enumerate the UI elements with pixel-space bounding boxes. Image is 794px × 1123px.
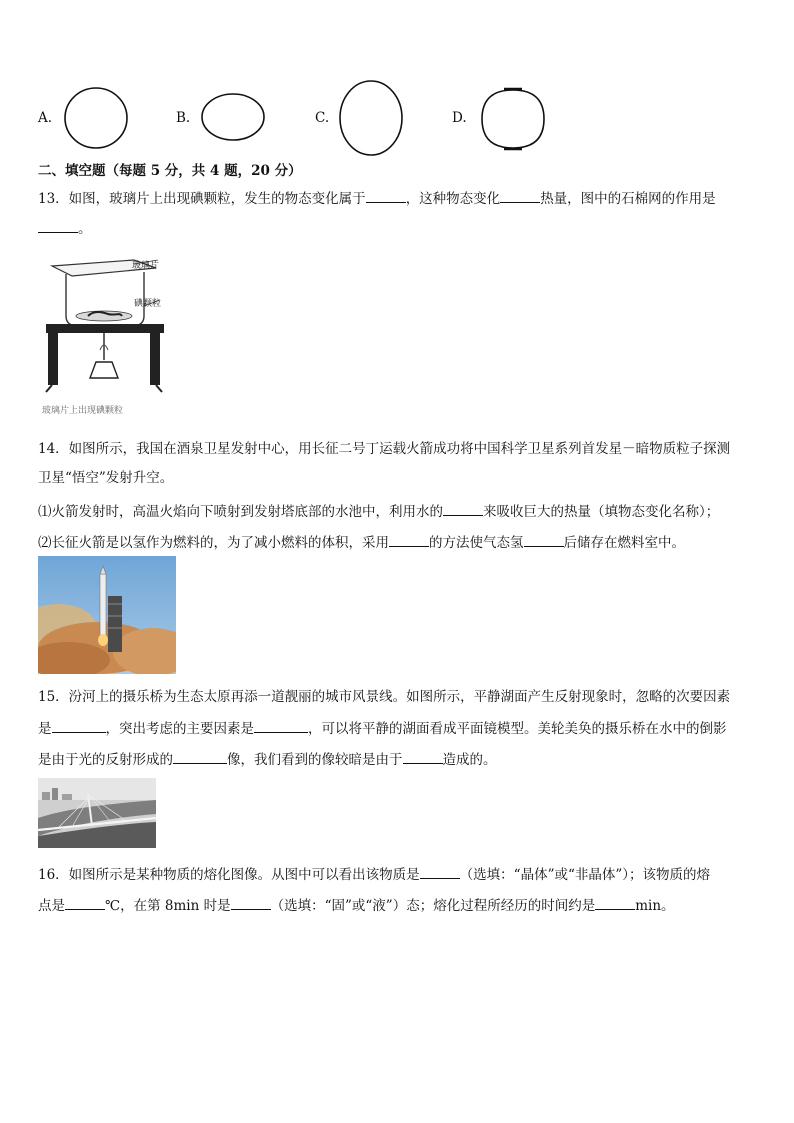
q16-blank-3[interactable]: [231, 895, 271, 910]
q14-line-2: 卫星“悟空”发射升空。: [38, 470, 174, 486]
q16-line-2: [38, 895, 675, 915]
q13-blank-3[interactable]: [38, 218, 78, 233]
q14-line-3: [38, 501, 719, 521]
q14-line-4: [38, 532, 685, 552]
option-a-shape: [60, 86, 132, 152]
option-b-shape: [198, 92, 270, 144]
q15-text-2a: 是: [38, 721, 52, 737]
q14-blank-3[interactable]: [524, 532, 564, 547]
q14-text-4a: ⑵长征火箭是以氢作为燃料的，为了减小燃料的体积，采用: [38, 535, 389, 551]
option-c-shape: [336, 80, 408, 160]
q14-line-1: 14．如图所示，我国在酒泉卫星发射中心，用长征二号丁运载火箭成功将中国科学卫星系列首发星－暗物质粒子探测: [38, 441, 731, 457]
q13-text-b: ，这种物态变化: [405, 191, 501, 207]
q15-text-3b: 像，我们看到的像较暗是由于: [227, 752, 403, 768]
q16-text-2c: （选填：“固”或“液”）态；熔化过程所经历的时间约是: [270, 898, 596, 914]
q16-text-2b: ℃，在第 8min 时是: [105, 898, 231, 914]
q15-line-3: [38, 749, 497, 769]
option-a-label: A.: [38, 110, 53, 126]
q16-text-1a: 16．如图所示是某种物质的熔化图像。从图中可以看出该物质是: [38, 867, 420, 883]
q16-line-1: [38, 864, 710, 884]
q16-text-1b: （选填：“晶体”或“非晶体”）；该物质的熔: [459, 867, 711, 883]
q14-blank-1[interactable]: [443, 501, 483, 516]
q15-line-1: 15．汾河上的摄乐桥为生态太原再添一道靓丽的城市风景线。如图所示，平静湖面产生反射现象时，忽略的次要因素: [38, 689, 731, 705]
q13-text-c: 热量，图中的石棉网的作用是: [540, 191, 716, 207]
q16-blank-2[interactable]: [65, 895, 105, 910]
q13-blank-2[interactable]: [500, 188, 540, 203]
q16-blank-1[interactable]: [420, 864, 460, 879]
label-iodine-particles: 碘颗粒: [134, 299, 162, 309]
q15-blank-4[interactable]: [403, 749, 443, 764]
option-d-label: D.: [452, 110, 467, 126]
section-title: 二、填空题（每题 5 分，共 4 题，20 分）: [38, 163, 302, 179]
q15-text-3c: 造成的。: [442, 752, 497, 768]
q16-text-2a: 点是: [38, 898, 65, 914]
option-d-shape: [476, 84, 550, 154]
q14-text-4b: 的方法使气态氢: [429, 535, 524, 551]
q13-line-1: [38, 188, 716, 208]
q15-blank-1[interactable]: [52, 718, 106, 733]
option-b-label: B.: [176, 110, 191, 126]
label-glass-plate: 玻璃片: [132, 261, 160, 271]
iodine-apparatus-figure: [38, 250, 178, 395]
q13-text-a: 13．如图，玻璃片上出现碘颗粒，发生的物态变化属于: [38, 191, 366, 207]
q15-text-3a: 是由于光的反射形成的: [38, 752, 173, 768]
q13-blank-1[interactable]: [366, 188, 406, 203]
q15-line-2: [38, 718, 727, 738]
option-c-label: C.: [315, 110, 330, 126]
q14-text-3b: 来吸收巨大的热量（填物态变化名称）；: [483, 504, 720, 520]
q15-text-2c: ，可以将平静的湖面看成平面镜模型。美轮美奂的摄乐桥在水中的倒影: [308, 721, 727, 737]
q16-blank-4[interactable]: [595, 895, 635, 910]
q16-text-2d: min。: [635, 898, 675, 914]
q14-text-4c: 后储存在燃料室中。: [563, 535, 685, 551]
q13-figure-caption: 玻璃片上出现碘颗粒: [42, 406, 124, 416]
bridge-photo: [38, 778, 156, 848]
rocket-launch-photo: [38, 556, 176, 674]
q15-blank-3[interactable]: [173, 749, 227, 764]
q14-blank-2[interactable]: [389, 532, 429, 547]
q15-blank-2[interactable]: [254, 718, 308, 733]
q13-line-2: [38, 218, 92, 238]
q15-text-2b: ，突出考虑的主要因素是: [105, 721, 254, 737]
q14-text-3a: ⑴火箭发射时，高温火焰向下喷射到发射塔底部的水池中，利用水的: [38, 504, 443, 520]
q13-text-end: 。: [78, 221, 92, 237]
